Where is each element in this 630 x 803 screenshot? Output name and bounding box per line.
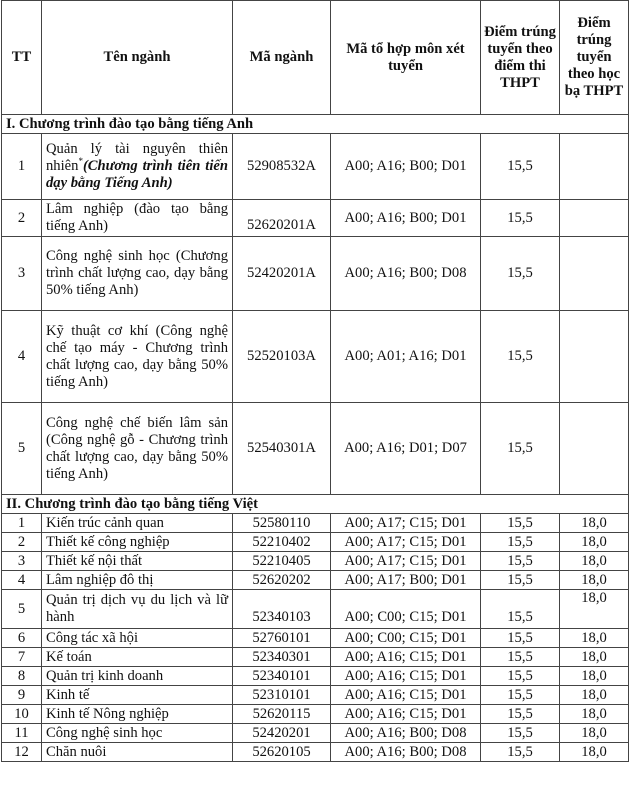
row-combo: A00; C00; C15; D01 bbox=[331, 590, 481, 629]
row-score-hocba: 18,0 bbox=[560, 648, 629, 667]
row-score-thpt: 15,5 bbox=[481, 533, 560, 552]
row-tt: 2 bbox=[2, 533, 42, 552]
row-score-hocba: 18,0 bbox=[560, 686, 629, 705]
row-combo: A00; A16; B00; D08 bbox=[331, 724, 481, 743]
row-tt: 6 bbox=[2, 629, 42, 648]
row-score-thpt: 15,5 bbox=[481, 629, 560, 648]
row-tt: 11 bbox=[2, 724, 42, 743]
table-row bbox=[2, 667, 629, 686]
row-tt: 8 bbox=[2, 667, 42, 686]
row-tt: 7 bbox=[2, 648, 42, 667]
row-name: Kinh tế bbox=[42, 686, 233, 705]
row-score-thpt: 15,5 bbox=[481, 590, 560, 629]
section-1-title: I. Chương trình đào tạo bằng tiếng Anh bbox=[2, 115, 629, 134]
row-combo: A00; C00; C15; D01 bbox=[331, 629, 481, 648]
table-row bbox=[2, 533, 629, 552]
row-combo: A00; A16; B00; D08 bbox=[331, 743, 481, 762]
header-row bbox=[2, 1, 629, 115]
header-name: Tên ngành bbox=[42, 1, 233, 115]
section-2-row bbox=[2, 495, 629, 514]
row-code: 52540301A bbox=[233, 403, 331, 495]
row-code: 52620201A bbox=[233, 200, 331, 237]
section-1-row bbox=[2, 115, 629, 134]
row-tt: 3 bbox=[2, 552, 42, 571]
row-combo: A00; A17; C15; D01 bbox=[331, 533, 481, 552]
table-row bbox=[2, 200, 629, 237]
header-combo: Mã tổ hợp môn xét tuyển bbox=[331, 1, 481, 115]
row-score-thpt: 15,5 bbox=[481, 134, 560, 200]
row-combo: A00; A17; C15; D01 bbox=[331, 514, 481, 533]
row-code: 52760101 bbox=[233, 629, 331, 648]
row-name: Quản lý tài nguyên thiên nhiên*(Chương trình tiên tiến dạy bằng Tiếng Anh) bbox=[42, 134, 233, 200]
table-row bbox=[2, 134, 629, 200]
row-tt: 12 bbox=[2, 743, 42, 762]
row-combo: A00; A16; D01; D07 bbox=[331, 403, 481, 495]
row-name: Lâm nghiệp đô thị bbox=[42, 571, 233, 590]
row-score-hocba: 18,0 bbox=[560, 667, 629, 686]
row-tt: 9 bbox=[2, 686, 42, 705]
row-score-hocba bbox=[560, 237, 629, 311]
row-score-thpt: 15,5 bbox=[481, 667, 560, 686]
row-score-hocba: 18,0 bbox=[560, 705, 629, 724]
row-score-hocba: 18,0 bbox=[560, 552, 629, 571]
table-row bbox=[2, 237, 629, 311]
row-score-hocba: 18,0 bbox=[560, 629, 629, 648]
row-code: 52908532A bbox=[233, 134, 331, 200]
row-score-hocba bbox=[560, 311, 629, 403]
row-score-hocba: 18,0 bbox=[560, 724, 629, 743]
table-row bbox=[2, 403, 629, 495]
row-name: Chăn nuôi bbox=[42, 743, 233, 762]
table-row bbox=[2, 648, 629, 667]
row-code: 52580110 bbox=[233, 514, 331, 533]
row-name: Kinh tế Nông nghiệp bbox=[42, 705, 233, 724]
row-combo: A00; A16; B00; D01 bbox=[331, 200, 481, 237]
table-row bbox=[2, 724, 629, 743]
row-tt: 5 bbox=[2, 590, 42, 629]
row-name: Kiến trúc cảnh quan bbox=[42, 514, 233, 533]
row-score-hocba bbox=[560, 134, 629, 200]
table-row bbox=[2, 571, 629, 590]
section-2-title: II. Chương trình đào tạo bằng tiếng Việt bbox=[2, 495, 629, 514]
row-code: 52420201A bbox=[233, 237, 331, 311]
row-tt: 5 bbox=[2, 403, 42, 495]
row-combo: A00; A16; C15; D01 bbox=[331, 686, 481, 705]
header-score-hocba: Điểm trúng tuyển theo học bạ THPT bbox=[560, 1, 629, 115]
row-code: 52210405 bbox=[233, 552, 331, 571]
row-code: 52420201 bbox=[233, 724, 331, 743]
row-code: 52340103 bbox=[233, 590, 331, 629]
row-score-thpt: 15,5 bbox=[481, 311, 560, 403]
row-code: 52310101 bbox=[233, 686, 331, 705]
row-score-hocba: 18,0 bbox=[560, 571, 629, 590]
row-name: Kế toán bbox=[42, 648, 233, 667]
row-tt: 10 bbox=[2, 705, 42, 724]
row-score-thpt: 15,5 bbox=[481, 686, 560, 705]
row-name: Thiết kế nội thất bbox=[42, 552, 233, 571]
row-code: 52620115 bbox=[233, 705, 331, 724]
row-score-hocba bbox=[560, 403, 629, 495]
row-name: Công nghệ chế biến lâm sản (Công nghệ gỗ - Chương trình chất lượng cao, dạy bằng 50% tiếng Anh) bbox=[42, 403, 233, 495]
row-score-thpt: 15,5 bbox=[481, 200, 560, 237]
row-tt: 3 bbox=[2, 237, 42, 311]
row-score-thpt: 15,5 bbox=[481, 571, 560, 590]
row-score-thpt: 15,5 bbox=[481, 743, 560, 762]
row-combo: A00; A16; C15; D01 bbox=[331, 648, 481, 667]
row-score-thpt: 15,5 bbox=[481, 705, 560, 724]
header-tt: TT bbox=[2, 1, 42, 115]
row-code: 52340101 bbox=[233, 667, 331, 686]
row-score-thpt: 15,5 bbox=[481, 724, 560, 743]
row-score-hocba: 18,0 bbox=[560, 743, 629, 762]
table-row bbox=[2, 552, 629, 571]
row-score-hocba: 18,0 bbox=[560, 514, 629, 533]
row-score-thpt: 15,5 bbox=[481, 403, 560, 495]
row-combo: A00; A17; C15; D01 bbox=[331, 552, 481, 571]
table-row bbox=[2, 629, 629, 648]
table-row bbox=[2, 590, 629, 629]
row-combo: A00; A17; B00; D01 bbox=[331, 571, 481, 590]
table-row bbox=[2, 514, 629, 533]
row-score-hocba bbox=[560, 200, 629, 237]
row-name: Quản trị dịch vụ du lịch và lữ hành bbox=[42, 590, 233, 629]
header-score-thpt: Điểm trúng tuyển theo điểm thi THPT bbox=[481, 1, 560, 115]
row-tt: 1 bbox=[2, 134, 42, 200]
table-row bbox=[2, 705, 629, 724]
row-tt: 1 bbox=[2, 514, 42, 533]
row-code: 52210402 bbox=[233, 533, 331, 552]
row-score-thpt: 15,5 bbox=[481, 552, 560, 571]
row-name: Công tác xã hội bbox=[42, 629, 233, 648]
table-row bbox=[2, 311, 629, 403]
row-name: Công nghệ sinh học bbox=[42, 724, 233, 743]
table-row bbox=[2, 743, 629, 762]
admission-score-table bbox=[1, 0, 629, 762]
row-name: Lâm nghiệp (đào tạo bằng tiếng Anh) bbox=[42, 200, 233, 237]
row-combo: A00; A16; C15; D01 bbox=[331, 705, 481, 724]
row-name: Kỹ thuật cơ khí (Công nghệ chế tạo máy - Chương trình chất lượng cao, dạy bằng 50% tiếng Anh) bbox=[42, 311, 233, 403]
row-tt: 4 bbox=[2, 571, 42, 590]
row-combo: A00; A16; C15; D01 bbox=[331, 667, 481, 686]
row-code: 52340301 bbox=[233, 648, 331, 667]
row-name: Quản trị kinh doanh bbox=[42, 667, 233, 686]
row-code: 52520103A bbox=[233, 311, 331, 403]
header-code: Mã ngành bbox=[233, 1, 331, 115]
row-score-thpt: 15,5 bbox=[481, 514, 560, 533]
row-score-hocba: 18,0 bbox=[560, 590, 629, 629]
row-combo: A00; A16; B00; D01 bbox=[331, 134, 481, 200]
row-code: 52620105 bbox=[233, 743, 331, 762]
row-combo: A00; A01; A16; D01 bbox=[331, 311, 481, 403]
table-row bbox=[2, 686, 629, 705]
row-score-hocba: 18,0 bbox=[560, 533, 629, 552]
row-name: Thiết kế công nghiệp bbox=[42, 533, 233, 552]
row-tt: 2 bbox=[2, 200, 42, 237]
row-score-thpt: 15,5 bbox=[481, 648, 560, 667]
row-name: Công nghệ sinh học (Chương trình chất lượng cao, dạy bằng 50% tiếng Anh) bbox=[42, 237, 233, 311]
row-code: 52620202 bbox=[233, 571, 331, 590]
row-combo: A00; A16; B00; D08 bbox=[331, 237, 481, 311]
row-score-thpt: 15,5 bbox=[481, 237, 560, 311]
row-tt: 4 bbox=[2, 311, 42, 403]
